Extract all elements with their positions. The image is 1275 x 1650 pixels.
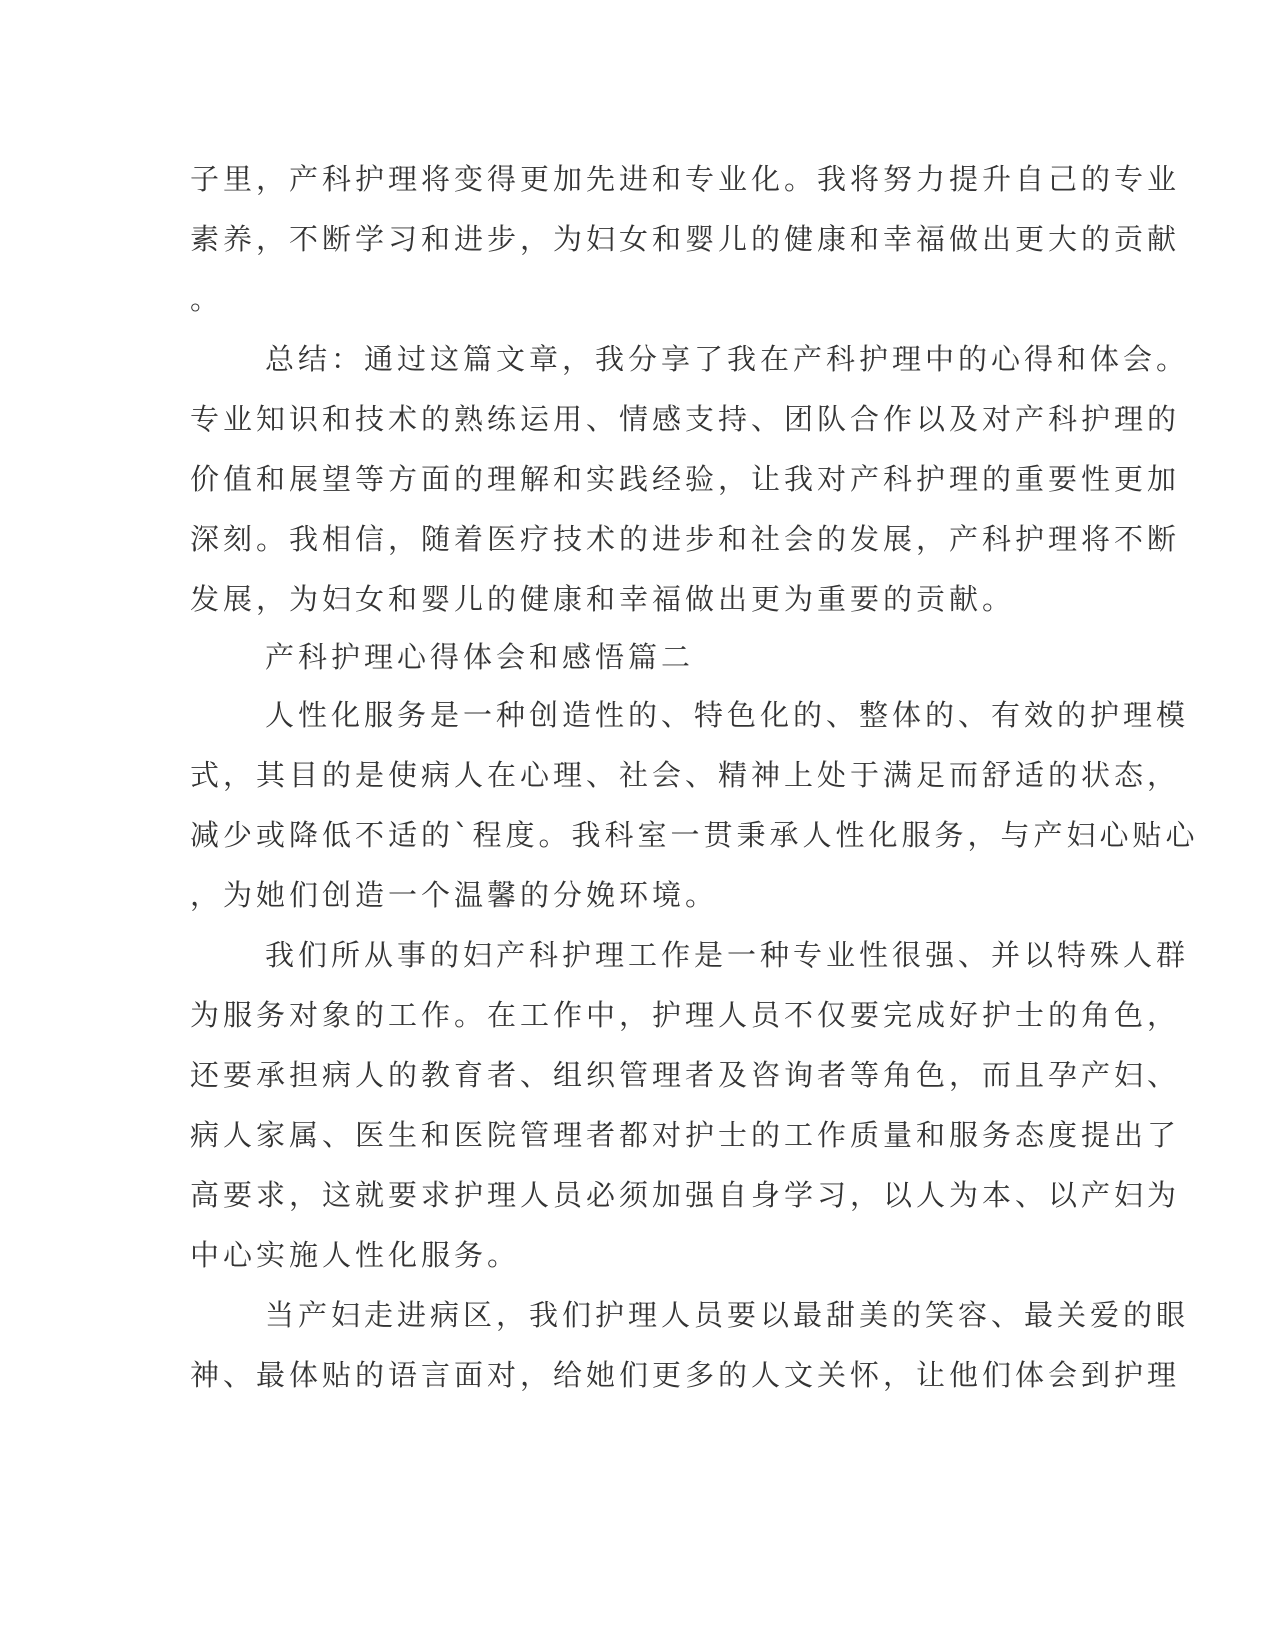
text-line: 还要承担病人的教育者、组织管理者及咨询者等角色，而且孕产妇、 — [190, 1058, 1181, 1092]
text-line: 子里，产科护理将变得更加先进和专业化。我将努力提升自己的专业 — [190, 162, 1181, 196]
text-line: 发展，为妇女和婴儿的健康和幸福做出更为重要的贡献。 — [190, 582, 1016, 616]
text-line: 深刻。我相信，随着医疗技术的进步和社会的发展，产科护理将不断 — [190, 522, 1181, 556]
text-line: 素养，不断学习和进步，为妇女和婴儿的健康和幸福做出更大的贡献 — [190, 222, 1181, 256]
text-line: 神、最体贴的语言面对，给她们更多的人文关怀，让他们体会到护理 — [190, 1358, 1181, 1392]
text-line: 为服务对象的工作。在工作中，护理人员不仅要完成好护士的角色， — [190, 998, 1181, 1032]
text-line: 高要求，这就要求护理人员必须加强自身学习，以人为本、以产妇为 — [190, 1178, 1181, 1212]
text-line: 价值和展望等方面的理解和实践经验，让我对产科护理的重要性更加 — [190, 462, 1181, 496]
text-line: 总结：通过这篇文章，我分享了我在产科护理中的心得和体会。 — [265, 342, 1190, 376]
text-line: 减少或降低不适的`程度。我科室一贯秉承人性化服务，与产妇心贴心 — [190, 818, 1199, 852]
text-line: 专业知识和技术的熟练运用、情感支持、团队合作以及对产科护理的 — [190, 402, 1181, 436]
text-line: 。 — [190, 282, 224, 316]
text-line: 当产妇走进病区，我们护理人员要以最甜美的笑容、最关爱的眼 — [265, 1298, 1190, 1332]
section-heading: 产科护理心得体会和感悟篇二 — [265, 640, 695, 674]
text-line: 人性化服务是一种创造性的、特色化的、整体的、有效的护理模 — [265, 698, 1190, 732]
text-line: 我们所从事的妇产科护理工作是一种专业性很强、并以特殊人群 — [265, 938, 1190, 972]
text-line: ，为她们创造一个温馨的分娩环境。 — [190, 878, 719, 912]
text-line: 式，其目的是使病人在心理、社会、精神上处于满足而舒适的状态， — [190, 758, 1181, 792]
text-line: 病人家属、医生和医院管理者都对护士的工作质量和服务态度提出了 — [190, 1118, 1181, 1152]
text-line: 中心实施人性化服务。 — [190, 1238, 521, 1272]
